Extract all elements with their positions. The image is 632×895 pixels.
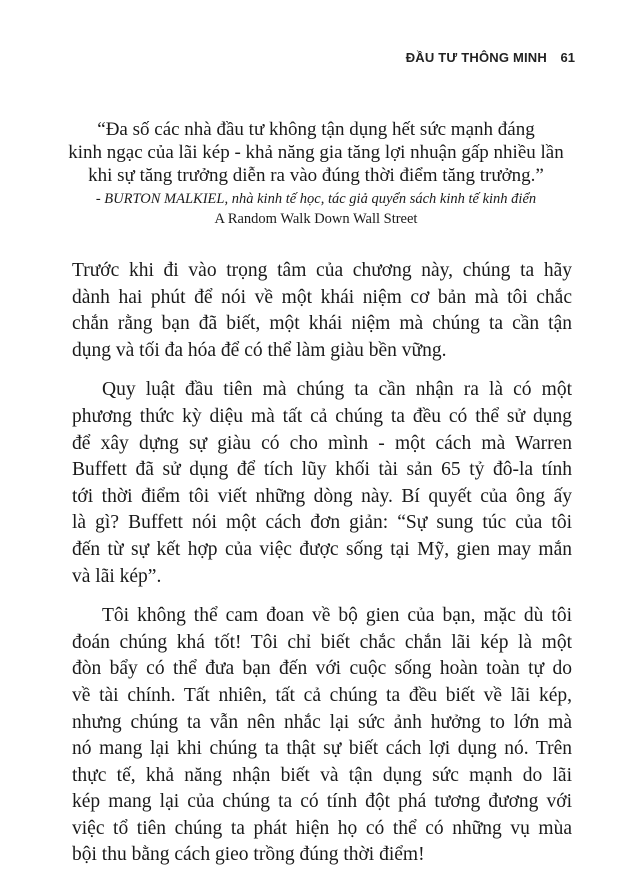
text-line: phương thức kỳ diệu mà tất cả chúng ta đều có thể sử dụng — [72, 405, 572, 427]
page-number: 61 — [560, 50, 575, 65]
text-line: về tài chính. Tất nhiên, tất cả chúng ta đều biết về lãi kép, — [72, 684, 572, 706]
text-line: thực tế, khả năng nhận biết và tận dụng sức mạnh do lãi — [72, 764, 572, 786]
text-line: chắn rằng bạn đã biết, một khái niệm mà chúng ta cần tận — [72, 313, 572, 335]
text-line: tới thời điểm tôi viết những dòng này. Bí quyết của ông ấy — [72, 485, 572, 507]
text-line: Buffett đã sử dụng để tích lũy khối tài sản 65 tỷ đô-la tính — [72, 459, 572, 481]
text-line: đòn bẩy có thể đưa bạn đến với cuộc sống hoàn toàn tự do — [72, 658, 572, 680]
running-header — [0, 46, 632, 70]
paragraph-1 — [72, 258, 572, 364]
text-line: dành hai phút để nói về một khái niệm cơ bản mà tôi chắc — [72, 286, 572, 308]
text-line: Quy luật đầu tiên mà chúng ta cần nhận ra là có một — [102, 379, 572, 401]
text-line: là gì? Buffett nói một cách đơn giản: “Sự sung túc của tôi — [72, 512, 572, 534]
epigraph-quote-line: khi sự tăng trưởng diễn ra vào đúng thời điểm tăng trưởng.” — [88, 165, 544, 186]
epigraph-quote-line: “Đa số các nhà đầu tư không tận dụng hết sức mạnh đáng — [97, 119, 535, 140]
text-line: Tôi không thể cam đoan về bộ gien của bạn, mặc dù tôi — [102, 605, 572, 627]
epigraph — [60, 118, 572, 229]
text-line: nhưng chúng ta vẫn nên nhắc lại sức ảnh hưởng to lớn mà — [72, 711, 572, 733]
text-line: nó mang lại khi chúng ta thật sự biết cách lợi dụng nó. Trên — [72, 738, 572, 760]
text-line: kép mang lại của chúng ta có tính đột phá tương đương với — [72, 791, 572, 813]
text-line: đến từ sự kết hợp của việc được sống tại Mỹ, gien may mắn — [72, 538, 572, 560]
epigraph-attribution: - BURTON MALKIEL, nhà kinh tế học, tác giả quyển sách kinh tế kinh điển — [95, 191, 537, 207]
text-line: để xây dựng sự giàu có cho mình - một cách mà Warren — [72, 432, 572, 454]
text-line: bội thu bằng cách gieo trồng đúng thời điểm! — [72, 844, 425, 866]
text-line: Trước khi đi vào trọng tâm của chương này, chúng ta hãy — [72, 260, 572, 281]
text-line: dụng và tối đa hóa để có thể làm giàu bền vững. — [72, 339, 447, 361]
body-text — [72, 258, 572, 882]
text-line: đoán chúng khá tốt! Tôi chỉ biết chắc chắn lãi kép là một — [72, 631, 572, 653]
epigraph-quote-line: kinh ngạc của lãi kép - khả năng gia tăng lợi nhuận gấp nhiều lần — [68, 142, 564, 163]
book-title: ĐẦU TƯ THÔNG MINH — [405, 50, 547, 65]
paragraph-2 — [72, 377, 572, 590]
paragraph-3 — [72, 603, 572, 869]
text-line: việc tổ tiên chúng ta phát hiện họ có thể có những vụ mùa — [72, 817, 572, 839]
text-line: và lãi kép”. — [72, 565, 162, 587]
epigraph-book-reference: A Random Walk Down Wall Street — [214, 211, 418, 227]
